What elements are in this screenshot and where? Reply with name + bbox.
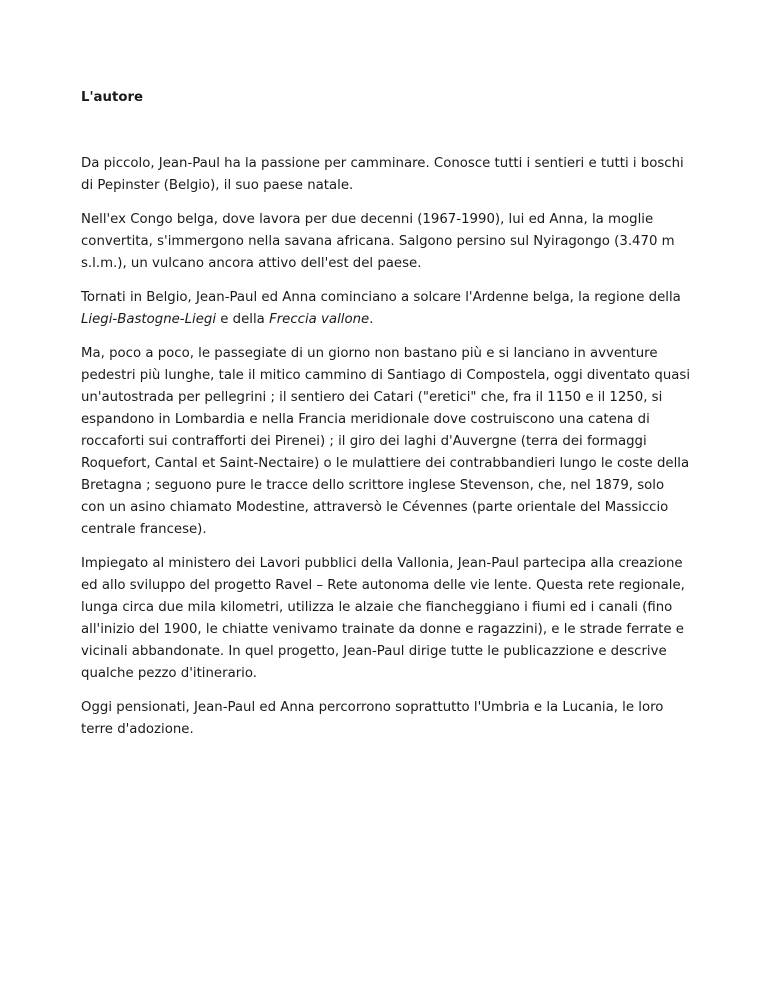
document-page	[81, 87, 691, 753]
paragraph-belgium-text-before: Tornati in Belgio, Jean-Paul ed Anna cominciano a solcare l'Ardenne belga, la regione della	[81, 290, 681, 305]
race-name-liegi: Liegi-Bastogne-Liegi	[81, 312, 217, 327]
paragraph-adventures: Ma, poco a poco, le passegiate di un giorno non bastano più e si lanciano in avventure pedestri più lunghe, tale il mitico cammino di Santiago di Compostela, oggi diventato quasi un'autostrada per pellegrini ; il sentiero dei Catari ("eretici" che, fra il 1150 e il 1250, si espandono in Lombardia e nella Francia meridionale dove costruiscono una catena di roccaforti sui contrafforti dei Pirenei) ; il giro dei laghi d'Auvergne (terra dei formaggi Roquefort, Cantal et Saint-Nectaire) o le mulattiere dei contrabbandieri lungo le coste della Bretagna ; seguono pure le tracce dello scrittore inglese Stevenson, che, nel 1879, solo con un asino chiamato Modestine, attraversò le Cévennes (parte orientale del Massiccio centrale francese).	[81, 346, 691, 537]
paragraph-congo: Nell'ex Congo belga, dove lavora per due decenni (1967-1990), lui ed Anna, la moglie convertita, s'immergono nella savana africana. Salgono persino sul Nyiragongo (3.470 m s.l.m.), un vulcano ancora attivo dell'est del paese.	[81, 212, 675, 271]
paragraph-ravel: Impiegato al ministero dei Lavori pubblici della Vallonia, Jean-Paul partecipa alla creazione ed allo sviluppo del progetto Ravel – Rete autonoma delle vie lente. Questa rete regionale, lunga circa due mila kilometri, utilizza le alzaie che fiancheggiano i fiumi ed i canali (fino all'inizio del 1900, le chiatte venivamo trainate da donne e ragazzini), e le strade ferrate e vicinali abbandonate. In quel progetto, Jean-Paul dirige tutte le publicazzione e descrive qualche pezzo d'itinerario.	[81, 556, 685, 681]
paragraph-childhood: Da piccolo, Jean-Paul ha la passione per camminare. Conosce tutti i sentieri e tutti i boschi di Pepinster (Belgio), il suo paese natale.	[81, 156, 684, 193]
paragraph-belgium-text-after: .	[369, 312, 374, 327]
race-name-freccia: Freccia vallone	[269, 312, 370, 327]
paragraph-belgium	[81, 287, 691, 331]
document-title: L'autore	[81, 90, 144, 105]
paragraph-belgium-text-middle: e della	[216, 312, 270, 327]
paragraph-retirement: Oggi pensionati, Jean-Paul ed Anna percorrono soprattutto l'Umbria e la Lucania, le loro terre d'adozione.	[81, 700, 664, 737]
